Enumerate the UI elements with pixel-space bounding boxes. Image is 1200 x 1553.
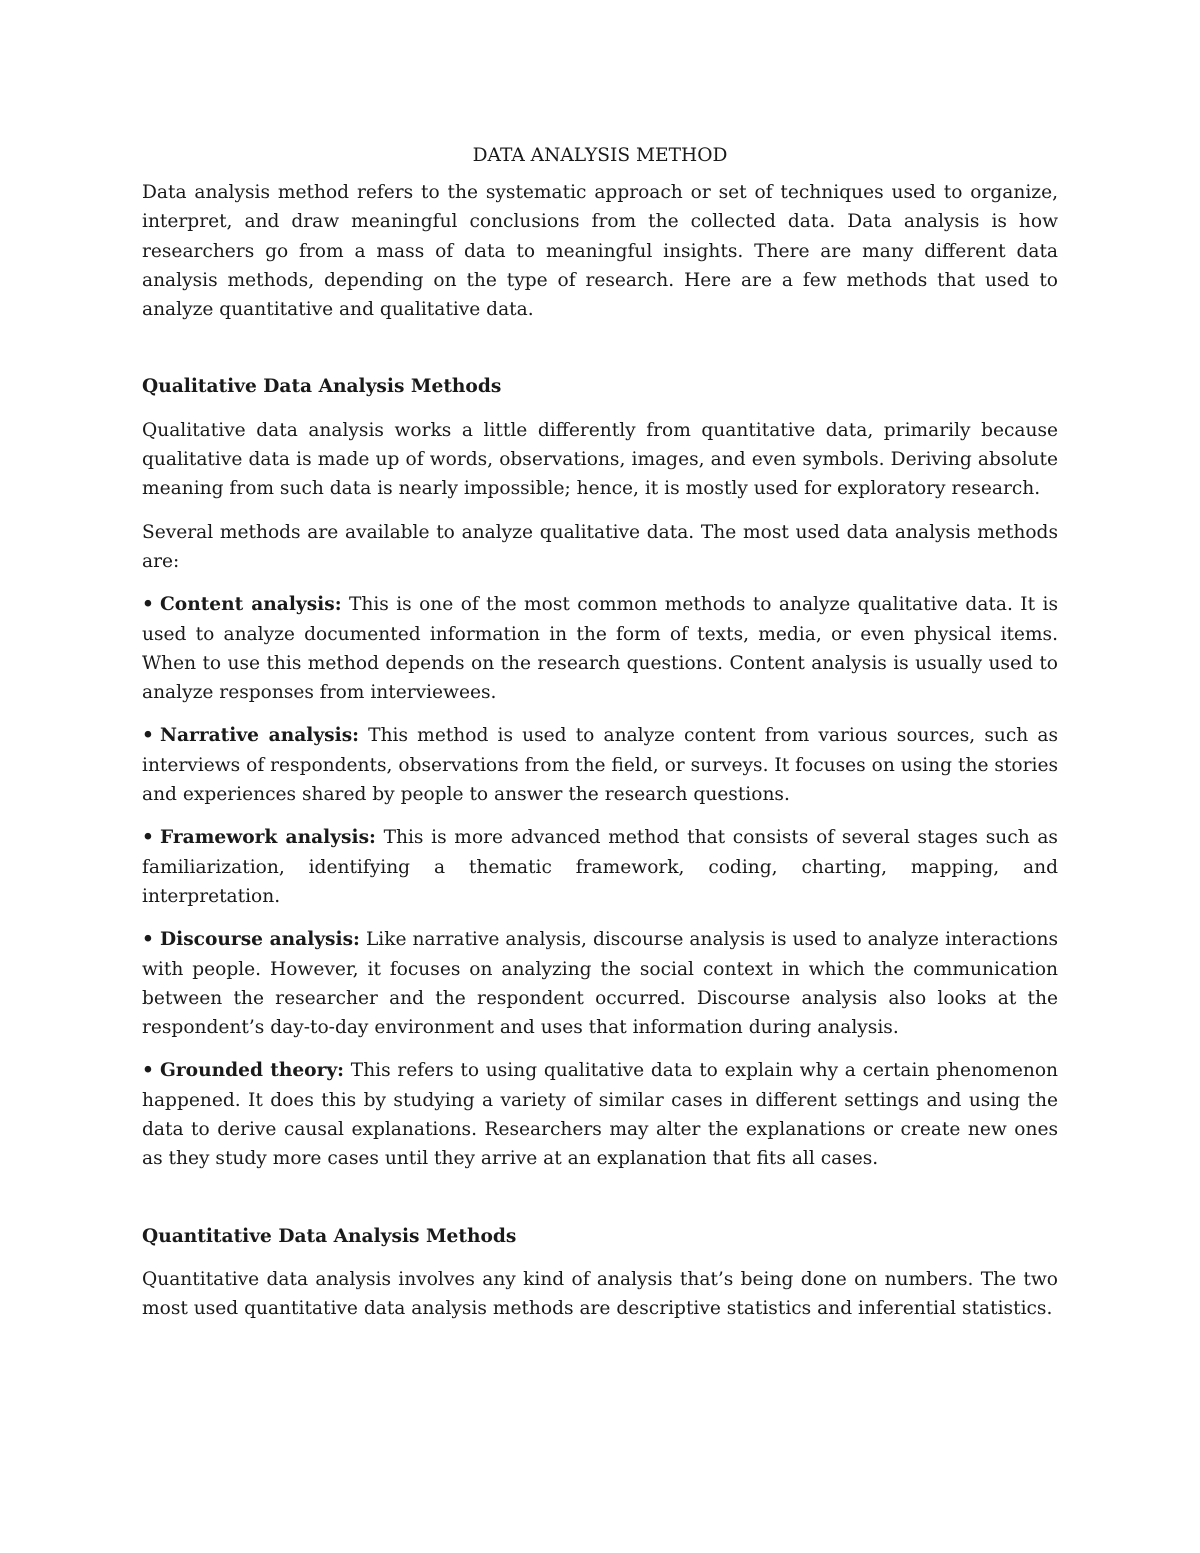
quantitative-paragraph-1: Quantitative data analysis involves any kind of analysis that’s being done on numbers. The two most used quantitative data analysis methods are descriptive statistics and inferential statistics. <box>142 1268 1058 1320</box>
list-item-content-analysis <box>142 590 1058 707</box>
list-item-term: Content analysis: <box>160 594 342 616</box>
list-item-discourse-analysis <box>142 925 1058 1042</box>
document-page <box>142 140 1058 1324</box>
quantitative-heading: Quantitative Data Analysis Methods <box>142 1225 517 1247</box>
list-item-term: Discourse analysis: <box>160 929 360 951</box>
qualitative-paragraph-1: Qualitative data analysis works a little differently from quantitative data, primarily because qualitative data is made up of words, observations, images, and even symbols. Deriving absolute meaning from such data is nearly impossible; hence, it is mostly used for exploratory research. <box>142 419 1058 500</box>
list-item-grounded-theory <box>142 1056 1058 1173</box>
list-item-text: Like narrative analysis, discourse analysis is used to analyze interactions with people. However, it focuses on analyzing the social context in which the communication between the researcher and the respondent occurred. Discourse analysis also looks at the respondent’s day-to-day environment and uses that information during analysis. <box>142 929 1058 1039</box>
qualitative-paragraph-2: Several methods are available to analyze qualitative data. The most used data analysis methods are: <box>142 521 1058 572</box>
list-item-text: This refers to using qualitative data to explain why a certain phenomenon happened. It does this by studying a variety of similar cases in different settings and using the data to derive causal explanations. Researchers may alter the explanations or create new ones as they study more cases until they arrive at an explanation that fits all cases. <box>142 1060 1058 1170</box>
list-item-text: This method is used to analyze content from various sources, such as interviews of respondents, observations from the field, or surveys. It focuses on using the stories and experiences shared by people to answer the research questions. <box>142 725 1059 806</box>
list-item-text: This is more advanced method that consists of several stages such as familiarization, identifying a thematic framework, coding, charting, mapping, and interpretation. <box>142 827 1058 907</box>
bullet-icon: • <box>142 1060 154 1082</box>
qualitative-heading: Qualitative Data Analysis Methods <box>142 376 502 398</box>
list-item-term: Narrative analysis: <box>160 725 360 747</box>
document-title: DATA ANALYSIS METHOD <box>472 145 728 166</box>
intro-paragraph: Data analysis method refers to the systematic approach or set of techniques used to organize, interpret, and draw meaningful conclusions from the collected data. Data analysis is how researchers go from a mass of data to meaningful insights. There are many different data analysis methods, depending on the type of research. Here are a few methods that used to analyze quantitative and qualitative data. <box>142 182 1058 321</box>
list-item-framework-analysis <box>142 823 1058 911</box>
bullet-icon: • <box>142 929 154 951</box>
list-item-term: Grounded theory: <box>160 1060 345 1082</box>
bullet-icon: • <box>142 725 154 747</box>
list-item-term: Framework analysis: <box>160 827 376 849</box>
list-item-text: This is one of the most common methods to analyze qualitative data. It is used to analyze documented information in the form of texts, media, or even physical items. When to use this method depends on the research questions. Content analysis is usually used to analyze responses from interviewees. <box>142 594 1058 704</box>
bullet-icon: • <box>142 827 154 849</box>
bullet-icon: • <box>142 594 154 616</box>
list-item-narrative-analysis <box>142 721 1058 809</box>
